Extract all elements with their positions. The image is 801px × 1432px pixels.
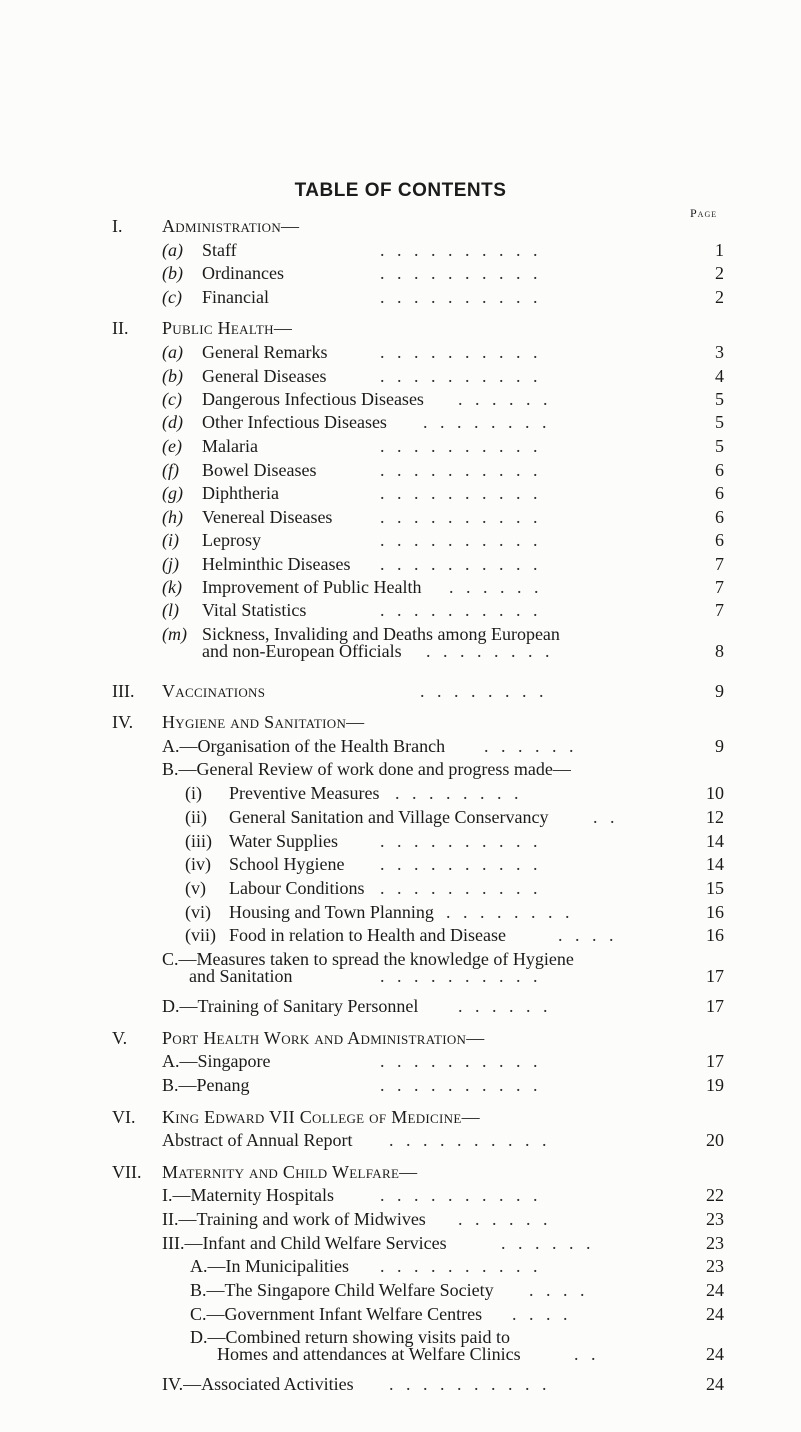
entry-label: (v)	[185, 878, 206, 898]
leader-dots: . . . . . . . . . .	[380, 854, 542, 874]
toc-entry[interactable]	[162, 1210, 426, 1228]
toc-entry[interactable]	[190, 1281, 494, 1299]
entry-label: (b)	[162, 366, 183, 386]
leader-dots: . . . . . .	[501, 1233, 595, 1253]
entry-text: D.—Training of Sanitary Personnel	[162, 996, 419, 1016]
page-number: 7	[715, 577, 724, 597]
toc-entry[interactable]	[162, 1186, 334, 1204]
toc-entry[interactable]	[185, 808, 549, 826]
entry-text: Dangerous Infectious Diseases	[202, 389, 424, 409]
toc-entry[interactable]	[162, 760, 571, 778]
page-number: 17	[706, 996, 724, 1016]
page-title: TABLE OF CONTENTS	[294, 180, 507, 201]
entry-label: (vii)	[185, 925, 216, 945]
page-number: 17	[706, 1051, 724, 1071]
toc-entry[interactable]	[162, 531, 261, 549]
entry-text: Improvement of Public Health	[202, 577, 422, 597]
section-heading[interactable]: Public Health—	[162, 318, 293, 338]
entry-text: Venereal Diseases	[202, 507, 333, 527]
toc-entry[interactable]	[162, 1052, 270, 1070]
page-number: 6	[715, 483, 724, 503]
toc-entry[interactable]	[162, 1234, 447, 1252]
entry-text-continued: Homes and attendances at Welfare Clinics	[217, 1344, 521, 1364]
toc-entry[interactable]	[185, 832, 338, 850]
toc-entry[interactable]	[185, 855, 344, 873]
entry-label: (m)	[162, 624, 187, 644]
page-number: 7	[715, 600, 724, 620]
leader-dots: . . . . . . . .	[426, 641, 554, 661]
toc-entry[interactable]	[190, 1305, 482, 1323]
leader-dots: . . . . . . . . . .	[380, 460, 542, 480]
leader-dots: . . . . . . . . . .	[389, 1130, 551, 1150]
toc-entry[interactable]	[162, 1131, 352, 1149]
toc-entry[interactable]	[190, 1257, 349, 1275]
page-number: 24	[706, 1304, 724, 1324]
toc-entry[interactable]	[162, 601, 306, 619]
page-number: 20	[706, 1130, 724, 1150]
entry-text: B.—Penang	[162, 1075, 250, 1095]
toc-entry[interactable]	[162, 461, 316, 479]
leader-dots: . . . . . . . .	[446, 902, 574, 922]
section-heading[interactable]: Port Health Work and Administration—	[162, 1028, 485, 1048]
page-number: 10	[706, 783, 724, 803]
entry-label: (a)	[162, 342, 183, 362]
entry-text: A.—Singapore	[162, 1051, 271, 1071]
leader-dots: . . . . . . . . . .	[380, 366, 542, 386]
entry-label: (j)	[162, 554, 179, 574]
entry-label: (l)	[162, 600, 179, 620]
page-number: 12	[706, 807, 724, 827]
entry-text: General Diseases	[202, 366, 327, 386]
leader-dots: . . . . . . . . . .	[380, 436, 542, 456]
toc-entry[interactable]	[162, 578, 421, 596]
toc-entry[interactable]	[162, 413, 387, 431]
leader-dots: . . . . . .	[458, 996, 552, 1016]
leader-dots: . . . . . .	[449, 577, 543, 597]
entry-label: (vi)	[185, 902, 211, 922]
toc-entry[interactable]	[162, 1375, 354, 1393]
leader-dots: . . . . . . . . . .	[389, 1374, 551, 1394]
page-number: 24	[706, 1374, 724, 1394]
leader-dots: . . . . . . . . . .	[380, 530, 542, 550]
entry-text: Vital Statistics	[202, 600, 307, 620]
leader-dots: . . . .	[512, 1304, 572, 1324]
entry-label: (f)	[162, 460, 179, 480]
entry-text: Diphtheria	[202, 483, 279, 503]
section-number: VII.	[112, 1162, 142, 1182]
entry-label: (c)	[162, 287, 182, 307]
section-number: VI.	[112, 1107, 136, 1127]
entry-text: A.—Organisation of the Health Branch	[162, 736, 446, 756]
page-number: 24	[706, 1280, 724, 1300]
page-number: 22	[706, 1185, 724, 1205]
section-number: I.	[112, 216, 123, 236]
page-number: 15	[706, 878, 724, 898]
page-number: 6	[715, 530, 724, 550]
entry-label: (iv)	[185, 854, 211, 874]
leader-dots: . . . .	[529, 1280, 589, 1300]
entry-text: C.—Government Infant Welfare Centres	[190, 1304, 483, 1324]
toc-entry[interactable]	[162, 508, 332, 526]
entry-text: II.—Training and work of Midwives	[162, 1209, 426, 1229]
entry-text: General Remarks	[202, 342, 328, 362]
leader-dots: . . . . . .	[484, 736, 578, 756]
entry-text: Abstract of Annual Report	[162, 1130, 353, 1150]
page-number: 17	[706, 966, 724, 986]
leader-dots: . . . . . . . . . .	[380, 507, 542, 527]
leader-dots: . . . . . . . . . .	[380, 1256, 542, 1276]
entry-text-continued: and non-European Officials	[202, 641, 402, 661]
leader-dots: . . . . . . . . . .	[380, 554, 542, 574]
toc-entry[interactable]	[162, 390, 424, 408]
entry-text: Housing and Town Planning	[229, 902, 434, 922]
page-number: 14	[706, 831, 724, 851]
leader-dots: . . . . . . . .	[423, 412, 551, 432]
entry-text: Helminthic Diseases	[202, 554, 351, 574]
toc-entry[interactable]	[162, 737, 445, 755]
entry-text: Other Infectious Diseases	[202, 412, 387, 432]
entry-text: Ordinances	[202, 263, 284, 283]
section-heading[interactable]: Administration—	[162, 216, 300, 236]
page-number: 2	[715, 263, 724, 283]
page-number: 23	[706, 1256, 724, 1276]
page-number: 5	[715, 412, 724, 432]
entry-label: (c)	[162, 389, 182, 409]
leader-dots: . . . . . .	[458, 1209, 552, 1229]
section-heading[interactable]: Maternity and Child Welfare—	[162, 1162, 418, 1182]
leader-dots: . . . .	[558, 925, 618, 945]
entry-label: (ii)	[185, 807, 207, 827]
leader-dots: . . . . . . . . . .	[380, 263, 542, 283]
leader-dots: . . . . . . . . . .	[380, 342, 542, 362]
page-number: 16	[706, 925, 724, 945]
page-number: 1	[715, 240, 724, 260]
toc-entry[interactable]	[162, 555, 350, 573]
entry-text: Leprosy	[202, 530, 261, 550]
leader-dots: . . . . . . . . . .	[380, 1185, 542, 1205]
toc-entry[interactable]	[162, 437, 258, 455]
toc-entry[interactable]	[162, 241, 237, 259]
leader-dots: . .	[574, 1344, 600, 1364]
entry-text: Staff	[202, 240, 237, 260]
entry-label: (b)	[162, 263, 183, 283]
entry-label: (e)	[162, 436, 182, 456]
entry-text: Bowel Diseases	[202, 460, 317, 480]
page-number: 4	[715, 366, 724, 386]
page-number: 9	[715, 681, 724, 701]
entry-label: (iii)	[185, 831, 212, 851]
entry-text: Financial	[202, 287, 269, 307]
page-number: 6	[715, 507, 724, 527]
entry-text: D.—Combined return showing visits paid to	[190, 1327, 510, 1347]
entry-text: Malaria	[202, 436, 258, 456]
entry-label: (h)	[162, 507, 183, 527]
page-number: 9	[715, 736, 724, 756]
section-number: II.	[112, 318, 129, 338]
page-number: 24	[706, 1344, 724, 1364]
toc-entry[interactable]	[162, 343, 327, 361]
entry-label: (g)	[162, 483, 183, 503]
toc-entry[interactable]	[162, 264, 284, 282]
leader-dots: . . . . . . . .	[395, 783, 523, 803]
entry-label: (k)	[162, 577, 182, 597]
leader-dots: . . . . . . . . . .	[380, 1075, 542, 1095]
toc-entry[interactable]	[185, 784, 379, 802]
leader-dots: . . . . . . . . . .	[380, 878, 542, 898]
section-number: IV.	[112, 712, 134, 732]
entry-text: C.—Measures taken to spread the knowledge of Hygiene	[162, 949, 574, 969]
section-number: V.	[112, 1028, 128, 1048]
page-number: 23	[706, 1233, 724, 1253]
entry-text: Water Supplies	[229, 831, 339, 851]
entry-label: (i)	[185, 783, 202, 803]
entry-text: I.—Maternity Hospitals	[162, 1185, 334, 1205]
leader-dots: . . . . . . . . . .	[380, 600, 542, 620]
toc-entry[interactable]	[185, 903, 434, 921]
toc-entry[interactable]	[162, 288, 269, 306]
page-number: 19	[706, 1075, 724, 1095]
entry-text: IV.—Associated Activities	[162, 1374, 354, 1394]
leader-dots: . . . . . .	[458, 389, 552, 409]
leader-dots: . . . . . . . . . .	[380, 240, 542, 260]
leader-dots: . . . . . . . . . .	[380, 831, 542, 851]
page-number: 5	[715, 389, 724, 409]
page-column-header: Page	[690, 206, 718, 220]
entry-label: (d)	[162, 412, 183, 432]
page-number: 23	[706, 1209, 724, 1229]
leader-dots: . . . . . . . . . .	[380, 966, 542, 986]
entry-text: III.—Infant and Child Welfare Services	[162, 1233, 447, 1253]
leader-dots: . . . . . . . . . .	[380, 287, 542, 307]
toc-entry[interactable]	[185, 926, 506, 944]
leader-dots: . . . . . . . . . .	[380, 1051, 542, 1071]
leader-dots: . . . . . . . .	[420, 681, 548, 701]
entry-text: General Sanitation and Village Conservancy	[229, 807, 549, 827]
entry-text: Food in relation to Health and Disease	[229, 925, 506, 945]
entry-text: Sickness, Invaliding and Deaths among European	[202, 624, 560, 644]
entry-text: School Hygiene	[229, 854, 345, 874]
toc-entry[interactable]	[185, 879, 365, 897]
entry-text: Preventive Measures	[229, 783, 380, 803]
page-number: 3	[715, 342, 724, 362]
page-number: 16	[706, 902, 724, 922]
entry-text: B.—The Singapore Child Welfare Society	[190, 1280, 494, 1300]
entry-text: A.—In Municipalities	[190, 1256, 349, 1276]
section-number: III.	[112, 681, 135, 701]
entry-text: B.—General Review of work done and progress made—	[162, 759, 571, 779]
toc-entry[interactable]	[162, 367, 326, 385]
toc-entry[interactable]	[162, 484, 279, 502]
page-number: 7	[715, 554, 724, 574]
entry-label: (a)	[162, 240, 183, 260]
leader-dots: . .	[593, 807, 619, 827]
page-number: 8	[715, 641, 724, 661]
leader-dots: . . . . . . . . . .	[380, 483, 542, 503]
page-number: 14	[706, 854, 724, 874]
toc-entry[interactable]	[162, 1076, 250, 1094]
section-heading[interactable]: Hygiene and Sanitation—	[162, 712, 365, 732]
page-number: 5	[715, 436, 724, 456]
toc-entry[interactable]	[162, 997, 418, 1015]
entry-label: (i)	[162, 530, 179, 550]
section-heading[interactable]: King Edward VII College of Medicine—	[162, 1107, 480, 1127]
section-heading[interactable]: Vaccinations	[162, 681, 266, 701]
page-number: 6	[715, 460, 724, 480]
entry-text: Labour Conditions	[229, 878, 365, 898]
entry-text-continued: and Sanitation	[189, 966, 293, 986]
page-number: 2	[715, 287, 724, 307]
